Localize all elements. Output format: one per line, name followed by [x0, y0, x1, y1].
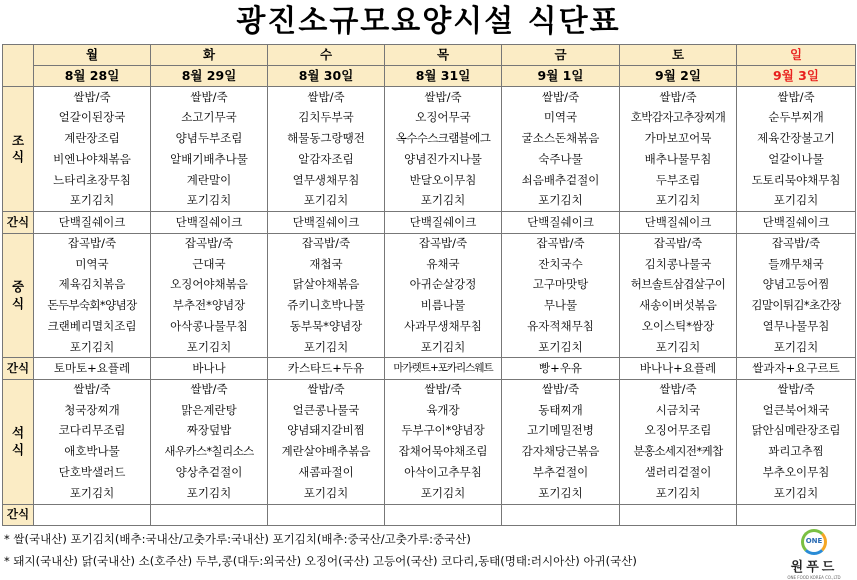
day-header: 수 [268, 45, 385, 66]
menu-item: 해물동그랑땡전 [268, 129, 385, 150]
menu-item: 포기김치 [620, 191, 737, 212]
snack-item: 단백질쉐이크 [620, 212, 737, 233]
menu-item: 양념고등어찜 [737, 275, 856, 296]
menu-item: 꽈리고추찜 [737, 442, 856, 463]
origin-note-line: * 돼지(국내산) 닭(국내산) 소(호주산) 두부,콩(대두:외국산) 오징어(국산) 고등어(국산) 코다리,동태(명태:러시아산) 아귀(국산) [4, 554, 637, 568]
menu-item: 잡곡밥/죽 [268, 233, 385, 254]
menu-item: 짜장덮밥 [151, 421, 268, 442]
menu-item: 오징어무국 [385, 108, 502, 129]
menu-item: 계란말이 [151, 170, 268, 191]
menu-item: 쌀밥/죽 [737, 87, 856, 108]
menu-item: 포기김치 [502, 191, 620, 212]
menu-item: 새우카스*칠리소스 [151, 442, 268, 463]
menu-item: 김치두부국 [268, 108, 385, 129]
menu-item: 포기김치 [151, 483, 268, 504]
dinner-label [3, 379, 34, 504]
snack-item [620, 504, 737, 525]
day-header: 월 [34, 45, 151, 66]
menu-item: 사과무생채무침 [385, 316, 502, 337]
menu-item: 잡곡밥/죽 [620, 233, 737, 254]
menu-item: 열무나물무침 [737, 316, 856, 337]
menu-item: 포기김치 [385, 483, 502, 504]
menu-item: 미역국 [502, 108, 620, 129]
menu-item: 쌀밥/죽 [34, 87, 151, 108]
snack-item: 단백질쉐이크 [268, 212, 385, 233]
menu-item: 두부조림 [620, 170, 737, 191]
menu-item: 시금치국 [620, 400, 737, 421]
menu-item: 포기김치 [151, 337, 268, 358]
menu-item: 굴소스돈채볶음 [502, 129, 620, 150]
menu-item: 김말이튀김*초간장 [737, 296, 856, 317]
breakfast-label-char: 조 [11, 133, 25, 149]
header-corner [3, 45, 34, 87]
menu-item: 닭안심메란장조림 [737, 421, 856, 442]
menu-item: 쌀밥/죽 [268, 379, 385, 400]
date-header: 9월 1일 [502, 66, 620, 87]
menu-item: 쌀밥/죽 [34, 379, 151, 400]
menu-item: 포기김치 [268, 337, 385, 358]
menu-item: 무나물 [502, 296, 620, 317]
menu-item: 고기메밀전병 [502, 421, 620, 442]
menu-item: 코다리무조림 [34, 421, 151, 442]
menu-item: 쌀밥/죽 [502, 87, 620, 108]
dinner-label-char: 식 [11, 441, 25, 457]
menu-item: 쌀밥/죽 [385, 379, 502, 400]
snack-item [385, 504, 502, 525]
menu-item: 아삭이고추무침 [385, 462, 502, 483]
menu-item: 포기김치 [34, 483, 151, 504]
menu-item: 옥수수스크램블에그 [385, 129, 502, 150]
menu-item: 얼큰콩나물국 [268, 400, 385, 421]
menu-item: 포기김치 [737, 483, 856, 504]
menu-item: 포기김치 [34, 337, 151, 358]
menu-item: 오징어야채볶음 [151, 275, 268, 296]
menu-item: 양념진가지나물 [385, 149, 502, 170]
menu-item: 양념두부조림 [151, 129, 268, 150]
menu-item: 허브솔트삼겹살구이 [620, 275, 737, 296]
menu-item: 미역국 [34, 254, 151, 275]
date-header: 8월 30일 [268, 66, 385, 87]
snack-item [268, 504, 385, 525]
menu-item: 아삭콩나물무침 [151, 316, 268, 337]
snack-item [737, 504, 856, 525]
menu-item: 쌀밥/죽 [385, 87, 502, 108]
snack-item: 카스타드+두유 [268, 358, 385, 379]
menu-item: 유채국 [385, 254, 502, 275]
date-header: 8월 28일 [34, 66, 151, 87]
menu-item: 가마보꼬어묵 [620, 129, 737, 150]
menu-item: 잡채어묵야채조림 [385, 442, 502, 463]
menu-item: 동태찌개 [502, 400, 620, 421]
menu-item: 닭살야채볶음 [268, 275, 385, 296]
menu-item: 포기김치 [502, 483, 620, 504]
menu-item: 쌀밥/죽 [151, 379, 268, 400]
menu-item: 쌀밥/죽 [268, 87, 385, 108]
menu-item: 계란살야배추볶음 [268, 442, 385, 463]
menu-item: 잡곡밥/죽 [737, 233, 856, 254]
breakfast-label-char: 식 [11, 149, 25, 165]
day-header: 목 [385, 45, 502, 66]
menu-item: 제육김치볶음 [34, 275, 151, 296]
menu-item: 포기김치 [385, 191, 502, 212]
menu-item: 쌀밥/죽 [151, 87, 268, 108]
menu-item: 근대국 [151, 254, 268, 275]
menu-item: 포기김치 [620, 483, 737, 504]
snack-item: 단백질쉐이크 [385, 212, 502, 233]
menu-table [2, 44, 856, 526]
menu-item: 포기김치 [385, 337, 502, 358]
menu-item: 도토리묵야채무침 [737, 170, 856, 191]
menu-item: 숙주나물 [502, 149, 620, 170]
snack-item: 쌀과자+요구르트 [737, 358, 856, 379]
menu-item: 잔치국수 [502, 254, 620, 275]
menu-item: 청국장찌개 [34, 400, 151, 421]
menu-item: 포기김치 [268, 483, 385, 504]
logo-ring-icon: ONE [801, 529, 827, 555]
logo-name: 원푸드 [790, 560, 838, 575]
menu-item: 두부구이*양념장 [385, 421, 502, 442]
origin-notes [4, 528, 637, 572]
day-header: 일 [737, 45, 856, 66]
menu-item: 고구마맛탕 [502, 275, 620, 296]
menu-item: 감자채당근볶음 [502, 442, 620, 463]
menu-item: 호박감자고추장찌개 [620, 108, 737, 129]
date-header: 8월 31일 [385, 66, 502, 87]
menu-item: 오징어무조림 [620, 421, 737, 442]
menu-item: 포기김치 [151, 191, 268, 212]
menu-item: 단호박샐러드 [34, 462, 151, 483]
menu-item: 얼갈이나물 [737, 149, 856, 170]
snack-item: 토마토+요플레 [34, 358, 151, 379]
snack-item: 바나나+요플레 [620, 358, 737, 379]
menu-item: 소고기무국 [151, 108, 268, 129]
menu-item: 쌀밥/죽 [620, 87, 737, 108]
date-header: 8월 29일 [151, 66, 268, 87]
dinner-label-char: 석 [11, 425, 25, 441]
menu-item: 부추겉절이 [502, 462, 620, 483]
date-header: 9월 3일 [737, 66, 856, 87]
menu-item: 얼갈이된장국 [34, 108, 151, 129]
menu-item: 맑은계란탕 [151, 400, 268, 421]
menu-item: 분홍소세지전*케찹 [620, 442, 737, 463]
menu-item: 부추오이무침 [737, 462, 856, 483]
menu-item: 오이스틱*쌈장 [620, 316, 737, 337]
menu-item: 제육간장불고기 [737, 129, 856, 150]
menu-item: 쌀밥/죽 [620, 379, 737, 400]
menu-item: 아귀순살강정 [385, 275, 502, 296]
snack-label: 간식 [3, 504, 34, 525]
origin-note-line: * 쌀(국내산) 포기김치(배추:국내산/고춧가루:국내산) 포기김치(배추:중국산/고춧가루:중국산) [4, 532, 471, 546]
snack-item [151, 504, 268, 525]
snack-label: 간식 [3, 358, 34, 379]
lunch-label-char: 식 [11, 295, 25, 311]
menu-item: 새콤파절이 [268, 462, 385, 483]
menu-item: 크랜베리멸치조림 [34, 316, 151, 337]
menu-item: 동부묵*양념장 [268, 316, 385, 337]
menu-item: 쌀밥/죽 [737, 379, 856, 400]
lunch-label [3, 233, 34, 358]
menu-item: 알배기배추나물 [151, 149, 268, 170]
menu-item: 잡곡밥/죽 [151, 233, 268, 254]
date-header: 9월 2일 [620, 66, 737, 87]
menu-item: 포기김치 [737, 337, 856, 358]
day-header: 금 [502, 45, 620, 66]
menu-item: 부추전*양념장 [151, 296, 268, 317]
menu-item: 양상추겉절이 [151, 462, 268, 483]
menu-item: 배추나물무침 [620, 149, 737, 170]
lunch-label-char: 중 [11, 279, 25, 295]
menu-item: 포기김치 [737, 191, 856, 212]
snack-item: 단백질쉐이크 [34, 212, 151, 233]
menu-item: 양념돼지갈비찜 [268, 421, 385, 442]
menu-item: 비엔나야채볶음 [34, 149, 151, 170]
menu-item: 열무생채무침 [268, 170, 385, 191]
menu-item: 김치콩나물국 [620, 254, 737, 275]
menu-item: 잡곡밥/죽 [502, 233, 620, 254]
snack-item [34, 504, 151, 525]
menu-item: 잡곡밥/죽 [34, 233, 151, 254]
day-header: 토 [620, 45, 737, 66]
menu-item: 쥬키니호박나물 [268, 296, 385, 317]
menu-item: 얼큰북어채국 [737, 400, 856, 421]
snack-item: 마가렛트+포카리스웨트 [385, 358, 502, 379]
menu-item: 포기김치 [502, 337, 620, 358]
snack-item: 바나나 [151, 358, 268, 379]
snack-label: 간식 [3, 212, 34, 233]
menu-item: 반달오이무침 [385, 170, 502, 191]
menu-item: 비름나물 [385, 296, 502, 317]
menu-item: 샐러리겉절이 [620, 462, 737, 483]
snack-item [502, 504, 620, 525]
menu-item: 느타리초장무침 [34, 170, 151, 191]
snack-item: 단백질쉐이크 [151, 212, 268, 233]
logo-subtitle: ONE FOOD KOREA CO.,LTD [787, 575, 841, 580]
menu-item: 잡곡밥/죽 [385, 233, 502, 254]
menu-item: 유자적채무침 [502, 316, 620, 337]
menu-item: 새송이버섯볶음 [620, 296, 737, 317]
menu-item: 애호박나물 [34, 442, 151, 463]
menu-item: 돈두부숙회*양념장 [34, 296, 151, 317]
snack-item: 단백질쉐이크 [502, 212, 620, 233]
page-title: 광진소규모요양시설 식단표 [236, 4, 621, 39]
snack-item: 단백질쉐이크 [737, 212, 856, 233]
company-logo [784, 529, 844, 580]
menu-item: 순두부찌개 [737, 108, 856, 129]
day-header: 화 [151, 45, 268, 66]
menu-item: 쇠음배추겉절이 [502, 170, 620, 191]
breakfast-label [3, 87, 34, 212]
menu-item: 포기김치 [268, 191, 385, 212]
menu-item: 들깨무채국 [737, 254, 856, 275]
menu-item: 계란장조림 [34, 129, 151, 150]
snack-item: 빵+우유 [502, 358, 620, 379]
menu-item: 쌀밥/죽 [502, 379, 620, 400]
menu-item: 재첩국 [268, 254, 385, 275]
menu-item: 포기김치 [620, 337, 737, 358]
menu-item: 알감자조림 [268, 149, 385, 170]
menu-item: 포기김치 [34, 191, 151, 212]
menu-item: 육개장 [385, 400, 502, 421]
